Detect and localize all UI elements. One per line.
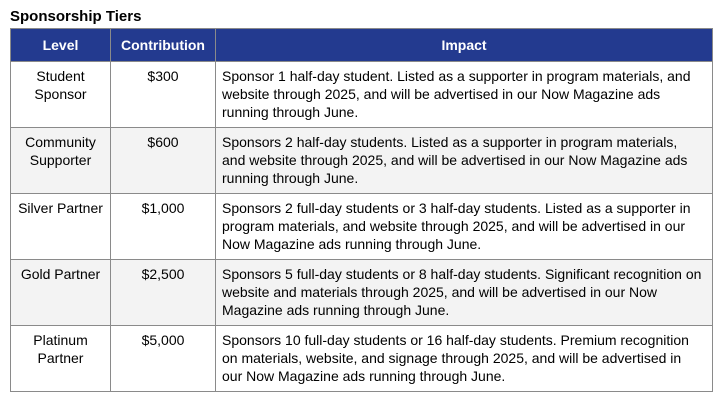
impact-cell: Sponsor 1 half-day student. Listed as a supporter in program materials, and website through 2025, and will be advertised in our Now Magazine ads running through June. — [216, 62, 713, 128]
level-cell: Community Supporter — [11, 128, 111, 194]
table-row — [11, 62, 713, 128]
contribution-cell: $300 — [111, 62, 216, 128]
header-level: Level — [11, 29, 111, 62]
level-cell: Platinum Partner — [11, 326, 111, 392]
level-cell: Student Sponsor — [11, 62, 111, 128]
level-cell: Gold Partner — [11, 260, 111, 326]
impact-cell: Sponsors 2 full-day students or 3 half-day students. Listed as a supporter in program materials, and website through 2025, and will be advertised in our Now Magazine ads running through June. — [216, 194, 713, 260]
impact-cell: Sponsors 5 full-day students or 8 half-day students. Significant recognition on website and materials through 2025, and will be advertised in our Now Magazine ads running through June. — [216, 260, 713, 326]
table-row — [11, 194, 713, 260]
header-impact: Impact — [216, 29, 713, 62]
table-row — [11, 128, 713, 194]
contribution-cell: $1,000 — [111, 194, 216, 260]
sponsorship-tiers-table — [10, 28, 713, 392]
header-contribution: Contribution — [111, 29, 216, 62]
contribution-cell: $5,000 — [111, 326, 216, 392]
header-row — [11, 29, 713, 62]
impact-cell: Sponsors 2 half-day students. Listed as a supporter in program materials, and website through 2025, and will be advertised in our Now Magazine ads running through June. — [216, 128, 713, 194]
table-row — [11, 260, 713, 326]
level-cell: Silver Partner — [11, 194, 111, 260]
contribution-cell: $600 — [111, 128, 216, 194]
impact-cell: Sponsors 10 full-day students or 16 half-day students. Premium recognition on materials, website, and signage through 2025, and will be advertised in our Now Magazine ads running through June. — [216, 326, 713, 392]
table-title: Sponsorship Tiers — [10, 8, 142, 25]
contribution-cell: $2,500 — [111, 260, 216, 326]
table-row — [11, 326, 713, 392]
